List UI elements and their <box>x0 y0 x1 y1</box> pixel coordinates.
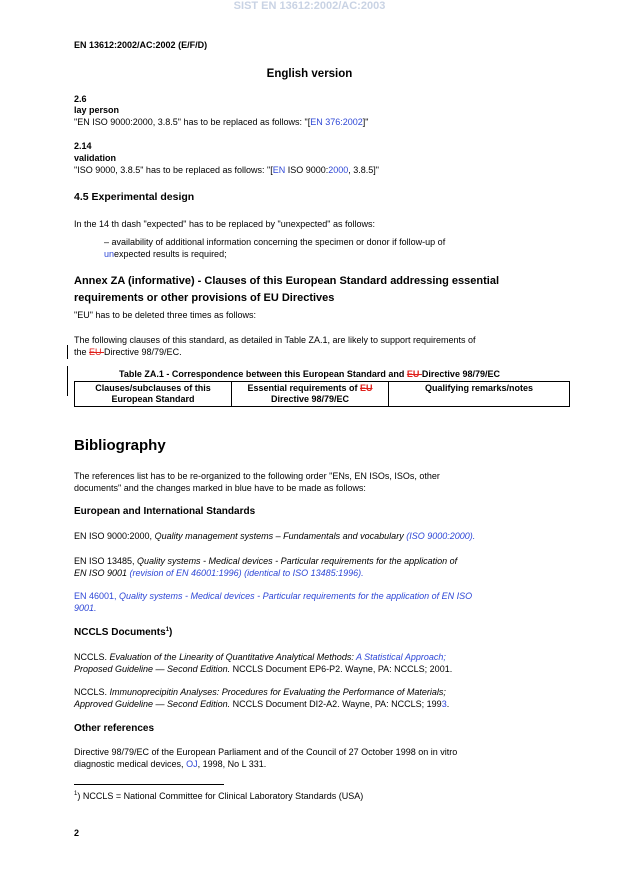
reference-entry-cont: 9001. <box>74 603 97 613</box>
table-header-cell: Qualifying remarks/notes <box>389 382 570 407</box>
watermark: SIST EN 13612:2002/AC:2003 <box>233 0 386 12</box>
change-bar <box>67 366 68 396</box>
item-term: lay person <box>74 105 120 115</box>
version-heading: English version <box>266 68 353 80</box>
document-reference: EN 13612:2002/AC:2002 (E/F/D) <box>74 40 208 50</box>
reference-entry-cont: diagnostic medical devices, OJ, 1998, No L 331. <box>74 759 267 769</box>
annex-clauses-text: The following clauses of this standard, as detailed in Table ZA.1, are likely to support requirements of <box>74 335 476 345</box>
annex-clauses-text-cont: the EU Directive 98/79/EC. <box>74 347 182 357</box>
subheading-nccls: NCCLS Documents$^1$) <box>74 627 173 638</box>
item-text: "ISO 9000, 3.8.5" has to be replaced as follows: "[EN ISO 9000:2000, 3.8.5]" <box>74 165 379 175</box>
item-number: 2.6 <box>74 94 87 104</box>
reference-entry: EN ISO 13485, Quality systems - Medical devices - Particular requirements for the application of <box>74 556 458 566</box>
subheading-other: Other references <box>74 723 155 734</box>
annex-eu-note: "EU" has to be deleted three times as follows: <box>74 310 256 320</box>
reference-entry-cont: Approved Guideline — Second Edition. NCCLS Document DI2-A2. Wayne, PA: NCCLS; 1993. <box>74 699 450 709</box>
dash-item: – availability of additional information concerning the specimen or donor if follow-up of <box>104 237 446 247</box>
item-text: "EN ISO 9000:2000, 3.8.5" has to be replaced as follows: "[EN 376:2002]" <box>74 117 369 127</box>
footnote: $^1$) NCCLS = National Committee for Clinical Laboratory Standards (USA) <box>74 791 364 801</box>
reference-entry: EN 46001, Quality systems - Medical devices - Particular requirements for the application of EN ISO <box>74 591 473 601</box>
table-header-cell: Essential requirements of EU Directive 98/79/EC <box>232 382 389 407</box>
section-intro: In the 14 th dash "expected" has to be replaced by "unexpected" as follows: <box>74 219 375 229</box>
bibliography-intro: The references list has to be re-organized to the following order "ENs, EN ISOs, ISOs, other <box>74 471 440 481</box>
page-number: 2 <box>74 828 80 838</box>
footnote-rule <box>74 784 224 785</box>
item-term: validation <box>74 153 117 163</box>
reference-entry: NCCLS. Immunoprecipitin Analyses: Procedures for Evaluating the Performance of Materials; <box>74 687 446 697</box>
reference-entry: Directive 98/79/EC of the European Parliament and of the Council of 27 October 1998 on in vitro <box>74 747 458 757</box>
bibliography-heading: Bibliography <box>74 437 166 454</box>
dash-item-cont: unexpected results is required; <box>104 249 227 259</box>
annex-heading-line1: Annex ZA (informative) - Clauses of this European Standard addressing essential <box>74 275 500 287</box>
item-number: 2.14 <box>74 141 92 151</box>
reference-entry-cont: EN ISO 9001 (revision of EN 46001:1996) (identical to ISO 13485:1996). <box>74 568 364 578</box>
bibliography-intro-cont: documents" and the changes marked in blue have to be made as follows: <box>74 483 366 493</box>
table-header-row <box>75 382 570 407</box>
section-heading: 4.5 Experimental design <box>74 191 195 203</box>
reference-entry-cont: Proposed Guideline — Second Edition. NCCLS Document EP6-P2. Wayne, PA: NCCLS; 2001. <box>74 664 453 674</box>
table-title: Table ZA.1 - Correspondence between this European Standard and EU Directive 98/79/EC <box>119 369 500 379</box>
reference-entry: EN ISO 9000:2000, Quality management systems – Fundamentals and vocabulary (ISO 9000:2000). <box>74 531 476 541</box>
subheading-standards: European and International Standards <box>74 506 256 517</box>
table-header-cell: Clauses/subclauses of this European Standard <box>75 382 232 407</box>
reference-entry: NCCLS. Evaluation of the Linearity of Quantitative Analytical Methods: A Statistical Approach; <box>74 652 446 662</box>
change-bar <box>67 345 68 359</box>
correspondence-table <box>74 381 570 407</box>
annex-heading-line2: requirements or other provisions of EU Directives <box>74 292 335 304</box>
